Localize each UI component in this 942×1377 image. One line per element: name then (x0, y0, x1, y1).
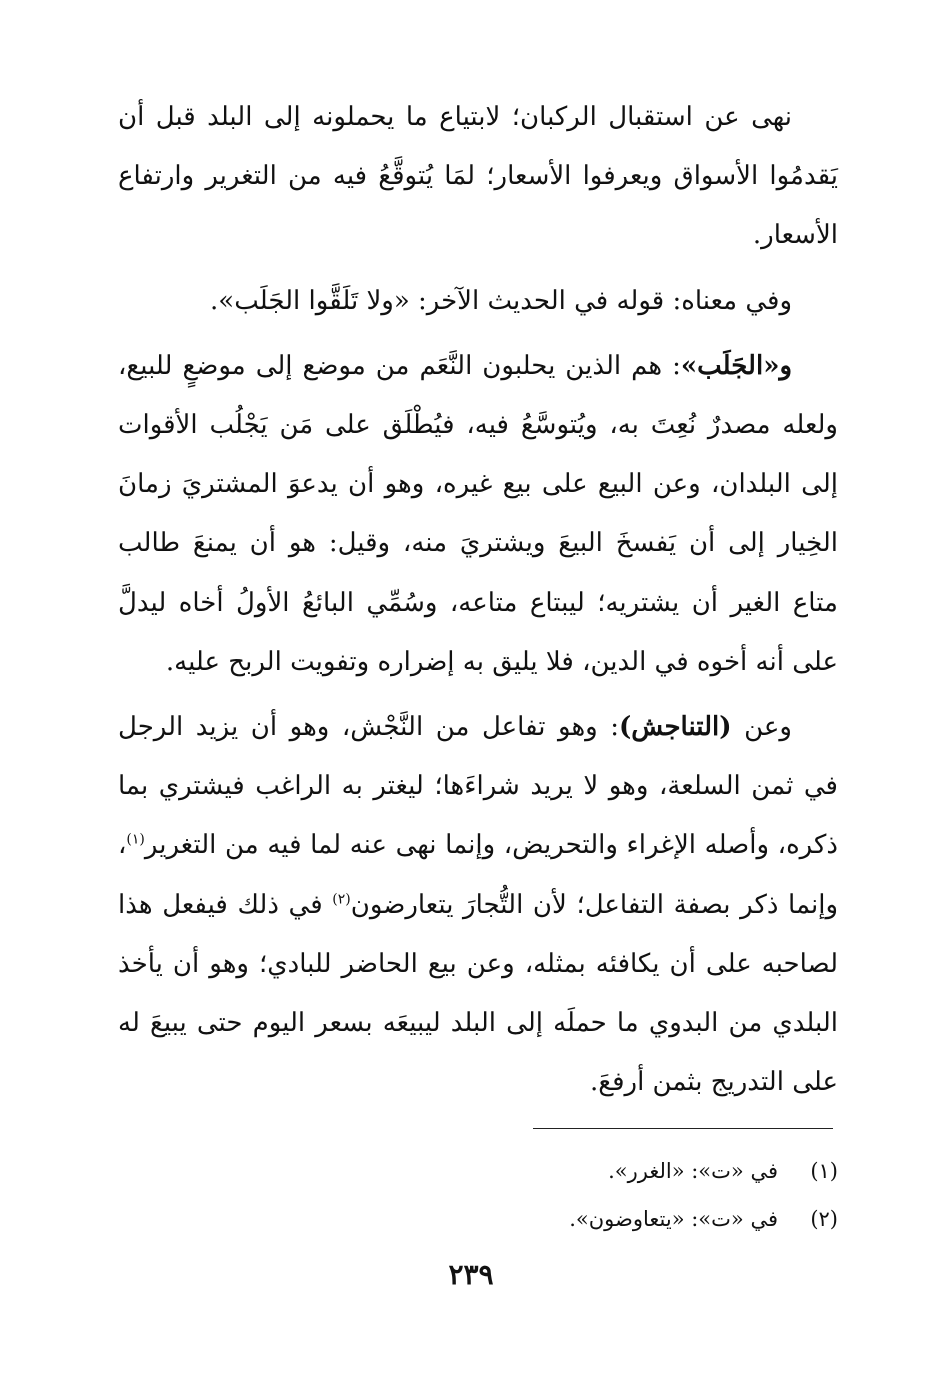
footnote (118, 1195, 838, 1243)
footnote-number: (١) (810, 1159, 838, 1183)
footnotes (118, 1147, 838, 1243)
paragraph (118, 88, 838, 266)
text-run: : وهو تفاعل من النَّجْش، وهو أن يزيد الرجل في ثمن السلعة، وهو لا يريد شراءَها؛ ليغتر به الراغب فيشتري بما ذكره، وأصله الإغراء والتحريض، وإنما نهى عنه لما فيه من التغرير (118, 712, 838, 861)
text-run: نهى عن استقبال الركبان؛ لابتياع ما يحملونه إلى البلد قبل أن يَقدمُوا الأسواق ويعرفوا الأسعار؛ لمَا يُتوقَّعُ فيه من التغرير وارتفاع الأسعار. (118, 102, 838, 251)
bold-term: (التناجش) (619, 712, 732, 743)
text-run: : هم الذين يحلبون النَّعَم من موضع إلى موضعٍ للبيع، ولعله مصدرٌ نُعِتَ به، ويُتوسَّعُ فيه، فيُطْلَق على مَن يَجْلُب الأقوات إلى البلدان، وعن البيع على بيع غيره، وهو أن يدعوَ المشتريَ زمانَ الخِيار إلى أن يَفسخَ البيعَ ويشتريَ منه، وقيل: هو أن يمنعَ طالب متاع الغير أن يشتريه؛ ليبتاع متاعه، وسُمِّي البائعُ الأولُ أخاه ليدلَّ على أنه أخوه في الدين، فلا يليق به إضراره وتفويت الربح عليه. (118, 350, 838, 677)
footnote (118, 1147, 838, 1195)
footnote-text: في «ت»: «يتعاوضون». (569, 1207, 778, 1231)
paragraph (118, 698, 838, 1112)
footnote-separator (533, 1128, 833, 1129)
page-number: ٢٣٩ (448, 1258, 494, 1291)
text-run: في ذلك فيفعل هذا لصاحبه على أن يكافئه بمثله، وعن بيع الحاضر للبادي؛ وهو أن يأخذ البلدي من البدوي ما حملَه إلى البلد ليبيعَه بسعر اليوم حتى يبيعَ له على التدريج بثمن أرفعَ. (118, 889, 838, 1098)
footnote-number: (٢) (810, 1207, 838, 1231)
main-text (118, 88, 838, 1112)
footnote-text: في «ت»: «الغرر». (608, 1159, 778, 1183)
paragraph (118, 337, 838, 692)
text-run: ، وإنما ذكر بصفة التفاعل؛ لأن التُّجارَ يتعارضون (118, 830, 839, 920)
text-run: وعن (731, 712, 792, 743)
paragraph (118, 272, 838, 331)
footnote-marker: (٢) (332, 890, 351, 907)
bold-term: و«الجَلَب» (680, 350, 792, 381)
footnote-marker: (١) (126, 831, 145, 848)
text-run: وفي معناه: قوله في الحديث الآخر: «ولا تَلَقَّوا الجَلَب». (210, 285, 792, 316)
